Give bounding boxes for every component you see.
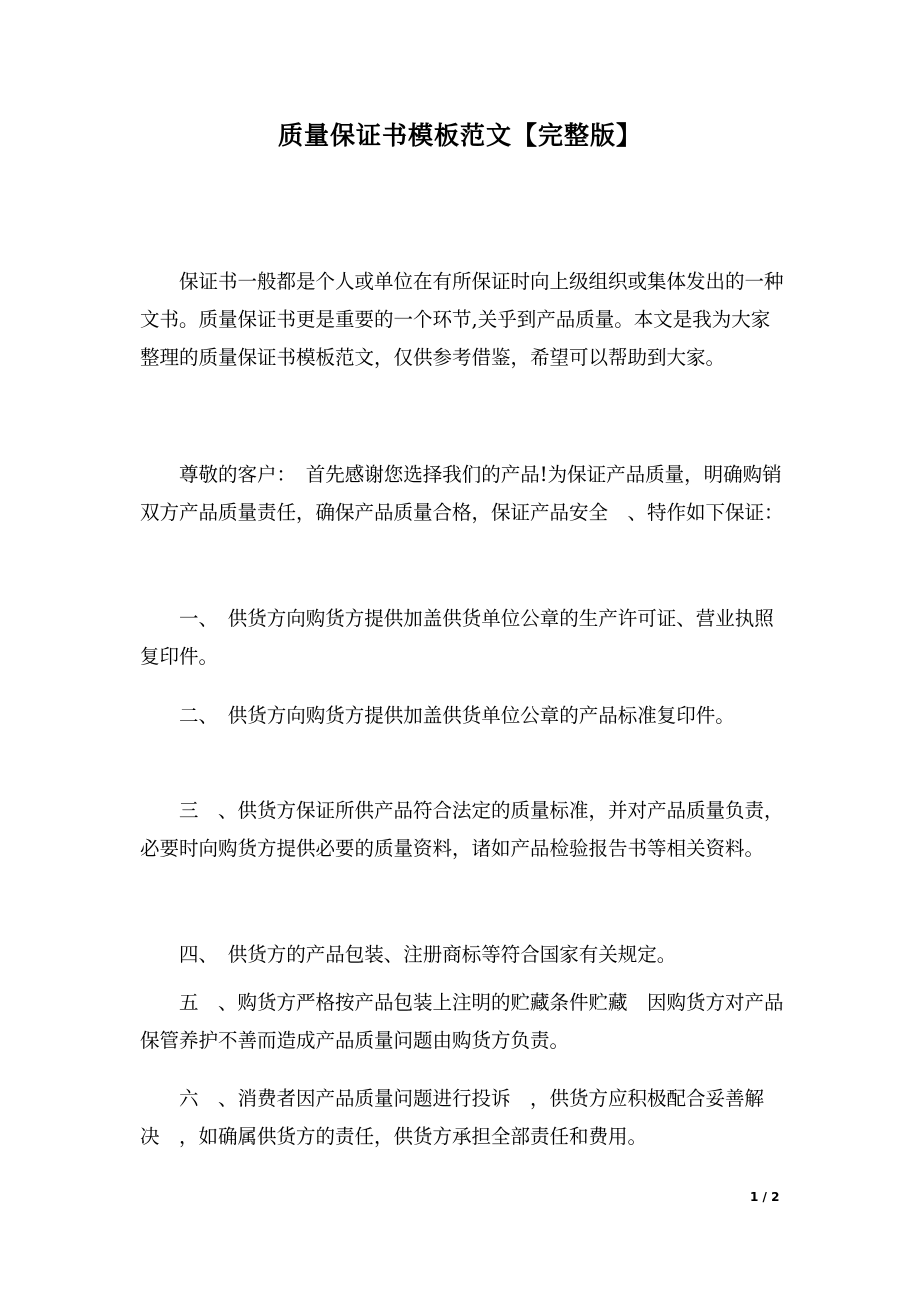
paragraph-text: 五 、购货方严格按产品包装上注明的贮藏条件贮藏 因购货方对产品保管养护不善而造成产品质量问题由购货方负责。 [140, 991, 784, 1052]
paragraph-text: 尊敬的客户： 首先感谢您选择我们的产品!为保证产品质量，明确购销双方产品质量责任，确保产品质量合格，保证产品安全 、特作如下保证： [140, 463, 784, 524]
paragraph-text: 三 、供货方保证所供产品符合法定的质量标准，并对产品质量负责，必要时向购货方提供必要的质量资料，诸如产品检验报告书等相关资料。 [140, 799, 784, 860]
paragraph-text: 保证书一般都是个人或单位在有所保证时向上级组织或集体发出的一种文书。质量保证书更是重要的一个环节,关乎到产品质量。本文是我为大家整理的质量保证书模板范文，仅供参考借鉴，希望可以帮助到大家。 [140, 270, 784, 369]
paragraph-text: 一、 供货方向购货方提供加盖供货单位公章的生产许可证、营业执照复印件。 [140, 607, 774, 668]
paragraph-item-3 [140, 792, 785, 868]
page-number: 1 / 2 [750, 1190, 780, 1204]
document-title: 质量保证书模板范文【完整版】 [277, 121, 642, 150]
paragraph-item-6 [140, 1080, 785, 1156]
paragraph-item-2 [140, 697, 785, 735]
paragraph-text: 四、 供货方的产品包装、注册商标等符合国家有关规定。 [179, 943, 677, 966]
paragraph-salutation [140, 456, 785, 532]
paragraph-item-1 [140, 600, 785, 676]
paragraph-item-4 [140, 936, 785, 974]
paragraph-item-5 [140, 984, 785, 1060]
paragraph-text: 二、 供货方向购货方提供加盖供货单位公章的产品标准复印件。 [179, 704, 735, 727]
paragraph-intro [140, 263, 785, 377]
paragraph-text: 六 、消费者因产品质量问题进行投诉 ，供货方应积极配合妥善解决 ，如确属供货方的责任，供货方承担全部责任和费用。 [140, 1087, 765, 1148]
